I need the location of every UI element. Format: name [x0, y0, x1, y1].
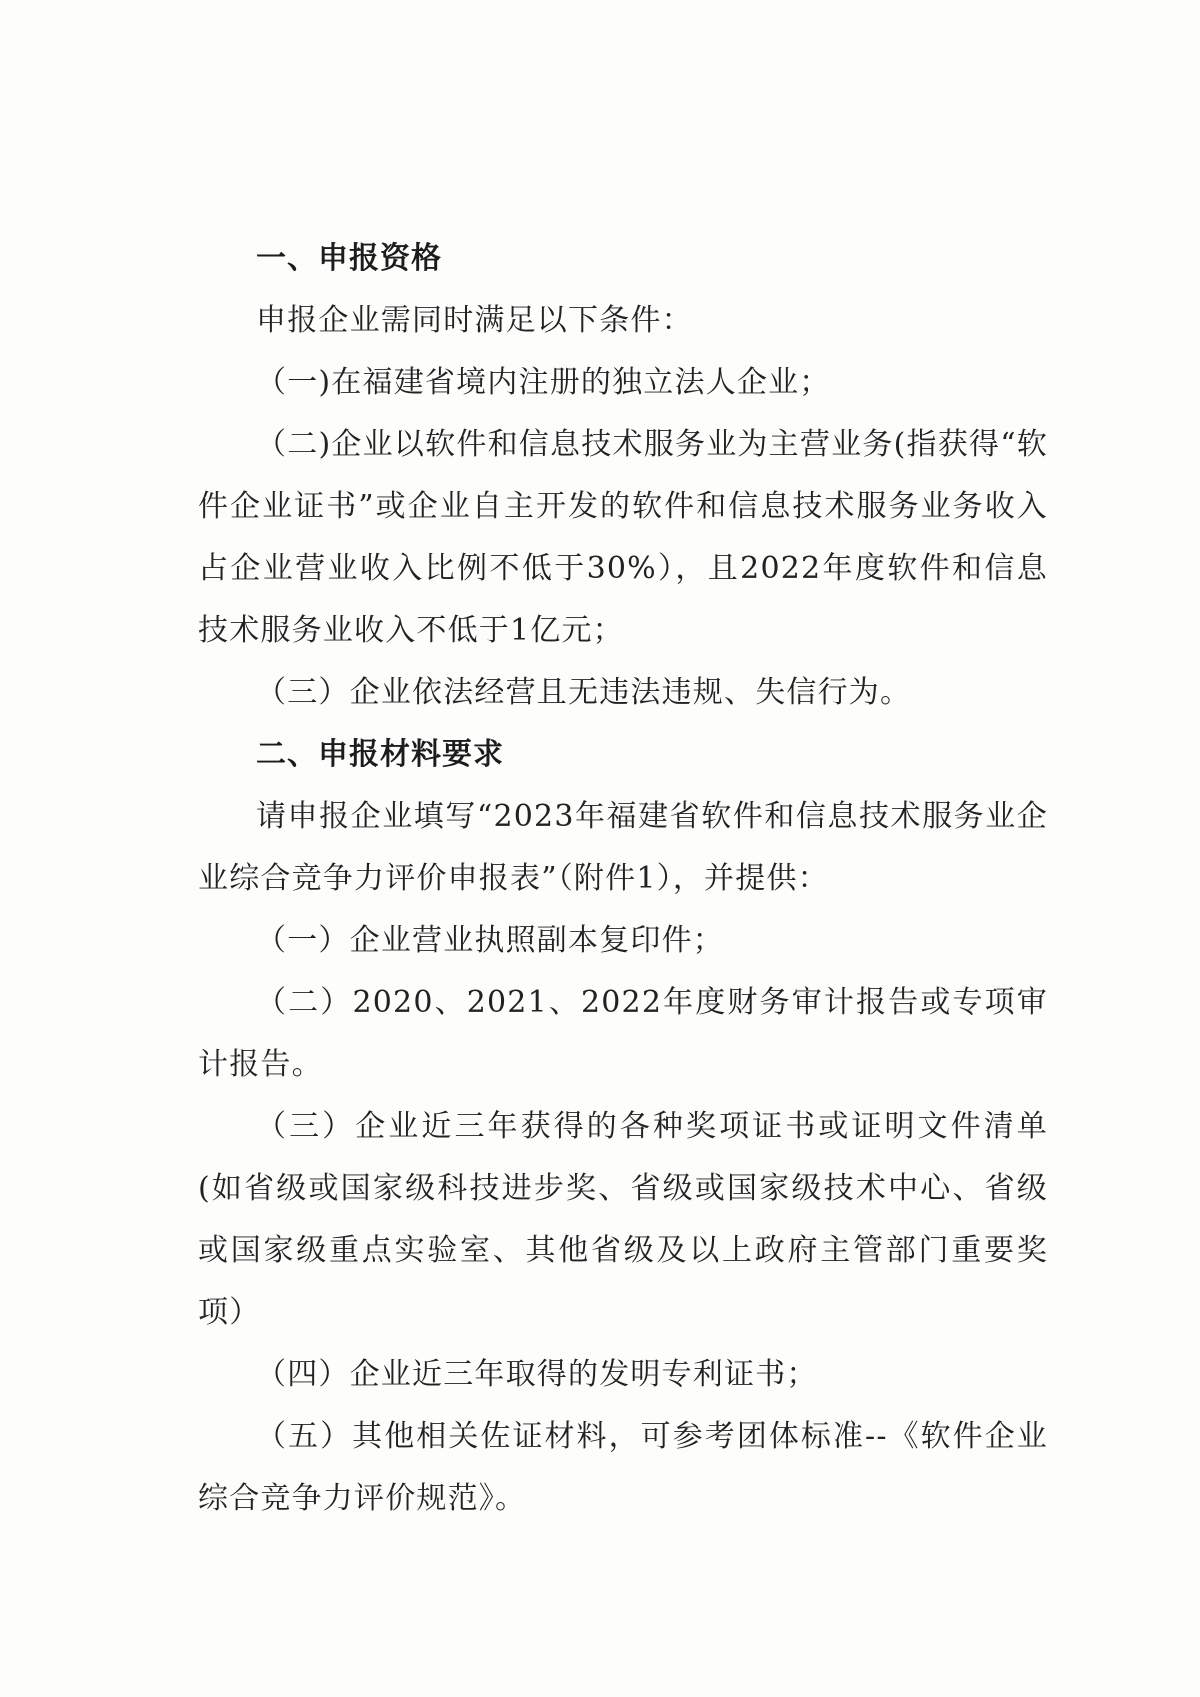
- materials-item-5: （五）其他相关佐证材料，可参考团体标准--《软件企业综合竞争力评价规范》。: [198, 1419, 1048, 1516]
- materials-item-3: （三）企业近三年获得的各种奖项证书或证明文件清单(如省级或国家级科技进步奖、省级或国家级技术中心、省级或国家级重点实验室、其他省级及以上政府主管部门重要奖项）: [198, 1109, 1048, 1330]
- materials-item-2: （二）2020、2021、2022年度财务审计报告或专项审计报告。: [198, 985, 1048, 1082]
- qualification-item-2: （二)企业以软件和信息技术服务业为主营业务(指获得“软件企业证书”或企业自主开发的软件和信息技术服务业务收入占企业营业收入比例不低于30%），且2022年度软件和信息技术服务业收入不低于1亿元；: [198, 427, 1048, 648]
- qualification-item-3: （三）企业依法经营且无违法违规、失信行为。: [256, 675, 912, 710]
- materials-item-1: （一）企业营业执照副本复印件；: [256, 923, 724, 958]
- materials-intro: 请申报企业填写“2023年福建省软件和信息技术服务业企业综合竞争力评价申报表”（附件1），并提供：: [198, 799, 1048, 896]
- qualification-intro: 申报企业需同时满足以下条件：: [256, 303, 693, 338]
- section-heading-qualification: 一、申报资格: [256, 241, 442, 276]
- section-heading-materials: 二、申报材料要求: [256, 737, 504, 772]
- document-body: [198, 228, 1048, 1530]
- qualification-item-1: （一)在福建省境内注册的独立法人企业；: [256, 365, 831, 400]
- materials-item-4: （四）企业近三年取得的发明专利证书；: [256, 1357, 818, 1392]
